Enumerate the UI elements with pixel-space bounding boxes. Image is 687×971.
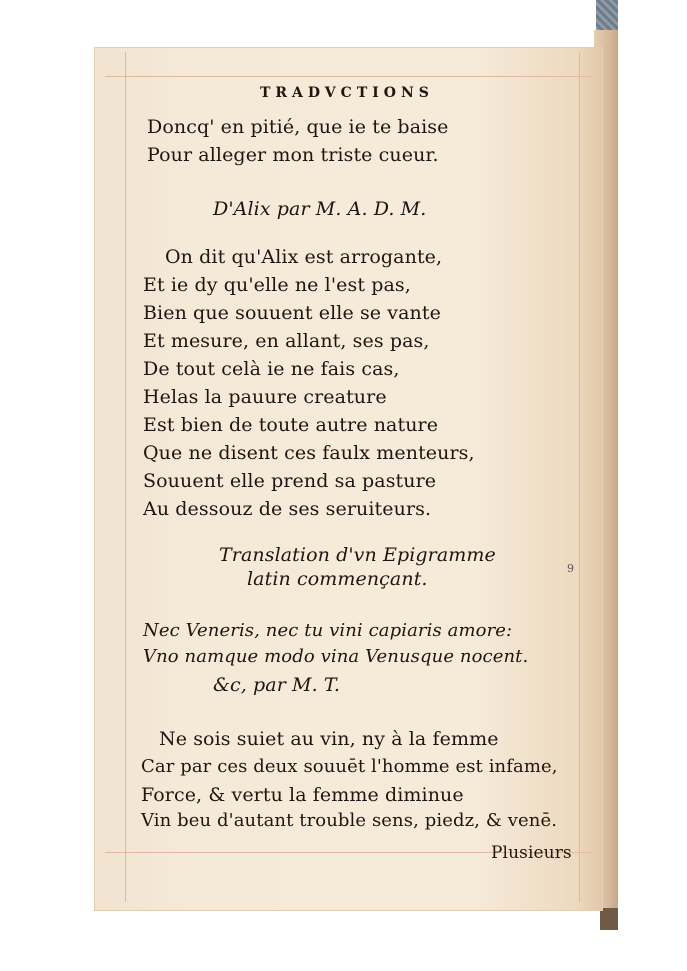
text-line: Doncq' en pitié, que ie te baise	[147, 116, 449, 138]
text-line: Pour alleger mon triste cueur.	[147, 144, 439, 166]
verse-line: Bien que souuent elle se vante	[143, 302, 441, 324]
verse-line: Ne sois suiet au vin, ny à la femme	[159, 728, 499, 750]
catchword: Plusieurs	[491, 843, 572, 863]
verse-line: De tout celà ie ne fais cas,	[143, 358, 400, 380]
verse-line: Helas la pauure creature	[143, 386, 387, 408]
verse-line: Et ie dy qu'elle ne l'est pas,	[143, 274, 411, 296]
attribution: &c, par M. T.	[213, 674, 340, 696]
verse-line: Au dessouz de ses seruiteurs.	[143, 498, 432, 520]
top-rule-line	[105, 76, 593, 77]
verse-line: Et mesure, en allant, ses pas,	[143, 330, 430, 352]
verse-line: Que ne disent ces faulx menteurs,	[143, 442, 475, 464]
verse-line: Car par ces deux souuēt l'homme est infame,	[141, 756, 558, 777]
left-rule-line	[125, 52, 126, 902]
verse-line: Vin beu d'autant trouble sens, piedz, & venē.	[141, 810, 558, 831]
latin-line: Vno namque modo vina Venusque nocent.	[143, 646, 529, 667]
book-board-bottom	[600, 908, 618, 930]
running-head: TRADVCTIONS	[260, 85, 434, 101]
latin-line: Nec Veneris, nec tu vini capiaris amore:	[143, 620, 513, 641]
verse-line: Souuent elle prend sa pasture	[143, 470, 437, 492]
poem-title: Translation d'vn Epigramme	[219, 544, 496, 566]
margin-mark: 9	[567, 562, 575, 575]
book-page	[95, 48, 602, 910]
right-rule-line	[579, 52, 580, 902]
poem-title: D'Alix par M. A. D. M.	[213, 198, 427, 220]
poem-title: latin commençant.	[247, 568, 428, 590]
verse-line: Force, & vertu la femme diminue	[141, 784, 464, 806]
verse-line: Est bien de toute autre nature	[143, 414, 439, 436]
verse-line: On dit qu'Alix est arrogante,	[165, 246, 443, 268]
